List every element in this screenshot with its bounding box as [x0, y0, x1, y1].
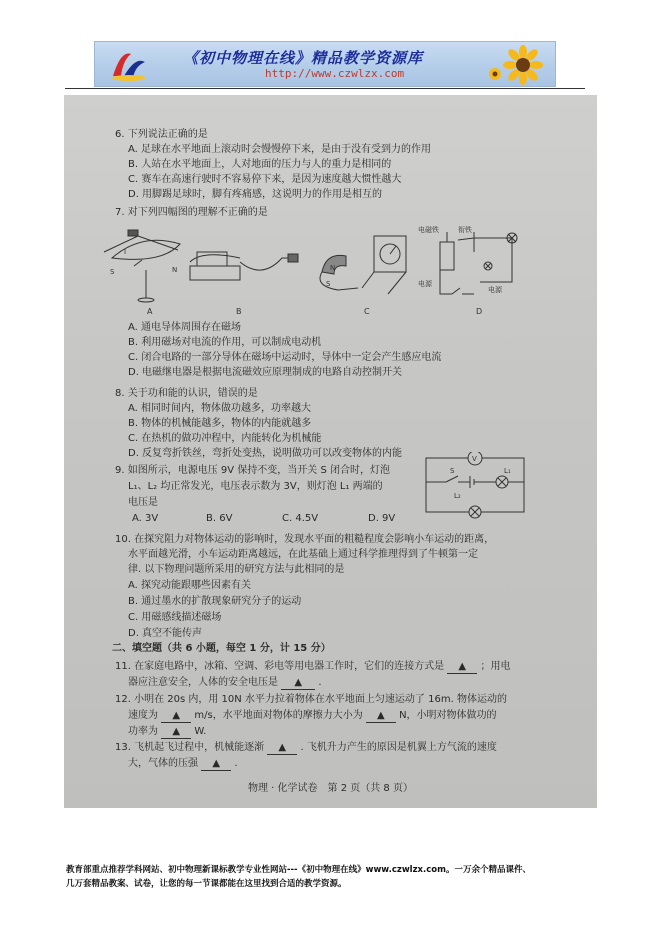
q12-text-3b: W. — [194, 726, 207, 737]
q10-option-d: D. 真空不能传声 — [128, 628, 203, 639]
q7-fig-d-source1-label: 电源 — [418, 280, 432, 288]
q12-text-2c: N，小明对物体做功的 — [399, 710, 497, 721]
q10-line3: 律. 以下物理问题所采用的研究方法与此相同的是 — [128, 564, 345, 575]
q7-fig-label-c: C — [364, 307, 370, 314]
q13-blank-1[interactable]: ▲ — [267, 741, 297, 755]
q11-line1 — [115, 660, 510, 674]
q7-fig-label-b: B — [236, 307, 242, 314]
q7-fig-d-magnet-label: 电磁铁 — [418, 226, 439, 234]
q9-meter-label: V — [472, 455, 477, 463]
q9-option-b: B. 6V — [206, 513, 233, 524]
q9-line3: 电压是 — [128, 497, 158, 508]
q8-option-c: C. 在热机的做功冲程中，内能转化为机械能 — [128, 433, 322, 444]
svg-text:S: S — [326, 280, 331, 288]
q11-blank-1[interactable]: ▲ — [447, 660, 477, 674]
q6-option-c: C. 赛车在高速行驶时不容易停下来，是因为速度越大惯性越大 — [128, 174, 402, 185]
q7-option-c: C. 闭合电路的一部分导体在磁场中运动时，导体中一定会产生感应电流 — [128, 352, 442, 363]
q6-stem: 6. 下列说法正确的是 — [115, 129, 208, 140]
svg-text:N: N — [330, 264, 336, 272]
q12-text-3a: 功率为 — [128, 726, 158, 737]
q12-blank-3[interactable]: ▲ — [161, 725, 191, 739]
q12-line3 — [128, 725, 206, 739]
q9-option-a: A. 3V — [132, 513, 159, 524]
q10-option-a: A. 探究动能跟哪些因素有关 — [128, 580, 252, 591]
q7-option-d: D. 电磁继电器是根据电流磁效应原理制成的电路自动控制开关 — [128, 367, 403, 378]
q11-text-2b: . — [318, 677, 322, 688]
q11-text-1b: ；用电 — [480, 661, 511, 672]
q13-line1 — [115, 741, 497, 755]
q10-line2: 水平面越光滑，小车运动距离越远，在此基础上通过科学推理得到了牛顿第一定 — [128, 549, 478, 560]
q12-text-2b: m/s，水平地面对物体的摩擦力大小为 — [194, 710, 363, 721]
q8-stem: 8. 关于功和能的认识，错误的是 — [115, 388, 258, 399]
banner-url[interactable]: http://www.czwlzx.com — [265, 67, 405, 80]
svg-text:S: S — [110, 268, 115, 276]
q6-option-a: A. 足球在水平地面上滚动时会慢慢停下来，是由于没有受到力的作用 — [128, 144, 432, 155]
svg-text:N: N — [172, 266, 178, 274]
q10-option-b: B. 通过墨水的扩散现象研究分子的运动 — [128, 596, 302, 607]
banner-title: 《初中物理在线》精品教学资源库 — [183, 49, 424, 67]
q8-option-a: A. 相同时间内，物体做功越多，功率越大 — [128, 403, 312, 414]
q9-option-d: D. 9V — [368, 513, 396, 524]
sunflower-icon — [485, 44, 549, 86]
q6-option-b: B. 人站在水平地面上，人对地面的压力与人的重力是相同的 — [128, 159, 392, 170]
q13-line2 — [128, 757, 238, 771]
q7-option-b: B. 利用磁场对电流的作用，可以制成电动机 — [128, 337, 322, 348]
page-footer: 物理 · 化学试卷 第 2 页（共 8 页） — [248, 783, 413, 794]
q7-figures — [102, 222, 532, 314]
q12-text-2a: 速度为 — [128, 710, 158, 721]
header-banner — [94, 41, 556, 87]
q13-text-1b: . 飞机升力产生的原因是机翼上方气流的速度 — [300, 742, 497, 753]
q11-text-2a: 器应注意安全，人体的安全电压是 — [128, 677, 278, 688]
q7-fig-label-d: D — [476, 307, 483, 314]
q9-lamp1-label: L₁ — [504, 467, 511, 475]
q10-line1: 10. 在探究阻力对物体运动的影响时，发现水平面的粗糙程度会影响小车运动的距离， — [115, 534, 495, 545]
q13-blank-2[interactable]: ▲ — [201, 757, 231, 771]
svg-text:I: I — [124, 248, 127, 256]
q13-text-2b: . — [234, 758, 238, 769]
q9-option-c: C. 4.5V — [282, 513, 319, 524]
q11-blank-2[interactable]: ▲ — [281, 676, 315, 690]
q11-text-1a: 11. 在家庭电路中，冰箱、空调、彩电等用电器工作时，它们的连接方式是 — [115, 661, 445, 672]
header-rule — [65, 88, 585, 89]
q7-fig-d-source2-label: 电源 — [488, 286, 502, 294]
q7-fig-label-a: A — [147, 307, 153, 314]
q11-line2 — [128, 676, 322, 690]
section2-heading: 二、填空题（共 6 小题，每空 1 分，计 15 分） — [112, 643, 331, 654]
q9-lamp2-label: L₂ — [454, 492, 461, 500]
q7-stem: 7. 对下列四幅图的理解不正确的是 — [115, 207, 268, 218]
q12-blank-2[interactable]: ▲ — [366, 709, 396, 723]
q13-text-2a: 大，气体的压强 — [128, 758, 198, 769]
q7-option-a: A. 通电导体周围存在磁场 — [128, 322, 242, 333]
bottom-note-line1: 教育部重点推荐学科网站、初中物理新课标教学专业性网站---《初中物理在线》www.czwlzx.com。一万余个精品课件、 — [66, 865, 531, 875]
q9-line2: L₁、L₂ 均正常发光，电压表示数为 3V，则灯泡 L₁ 两端的 — [128, 481, 383, 492]
q6-option-d: D. 用脚踢足球时，脚有疼痛感，这说明力的作用是相互的 — [128, 189, 383, 200]
q8-option-d: D. 反复弯折铁丝，弯折处变热，说明做功可以改变物体的内能 — [128, 448, 403, 459]
q12-line1: 12. 小明在 20s 内，用 10N 水平力拉着物体在水平地面上匀速运动了 16m. 物体运动的 — [115, 694, 507, 705]
q7-fig-d-armature-label: 衔铁 — [458, 226, 472, 234]
bottom-note-line2: 几万套精品教案、试卷，让您的每一节课都能在这里找到合适的教学资源。 — [66, 879, 347, 889]
q13-text-1a: 13. 飞机起飞过程中，机械能逐渐 — [115, 742, 265, 753]
q9-circuit-diagram — [420, 452, 530, 520]
logo-icon — [109, 46, 149, 82]
q10-option-c: C. 用磁感线描述磁场 — [128, 612, 222, 623]
q9-switch-label: S — [450, 467, 455, 475]
q9-line1: 9. 如图所示，电源电压 9V 保持不变，当开关 S 闭合时，灯泡 — [115, 465, 390, 476]
q12-line2 — [128, 709, 497, 723]
q8-option-b: B. 物体的机械能越多，物体的内能就越多 — [128, 418, 312, 429]
q12-blank-1[interactable]: ▲ — [161, 709, 191, 723]
